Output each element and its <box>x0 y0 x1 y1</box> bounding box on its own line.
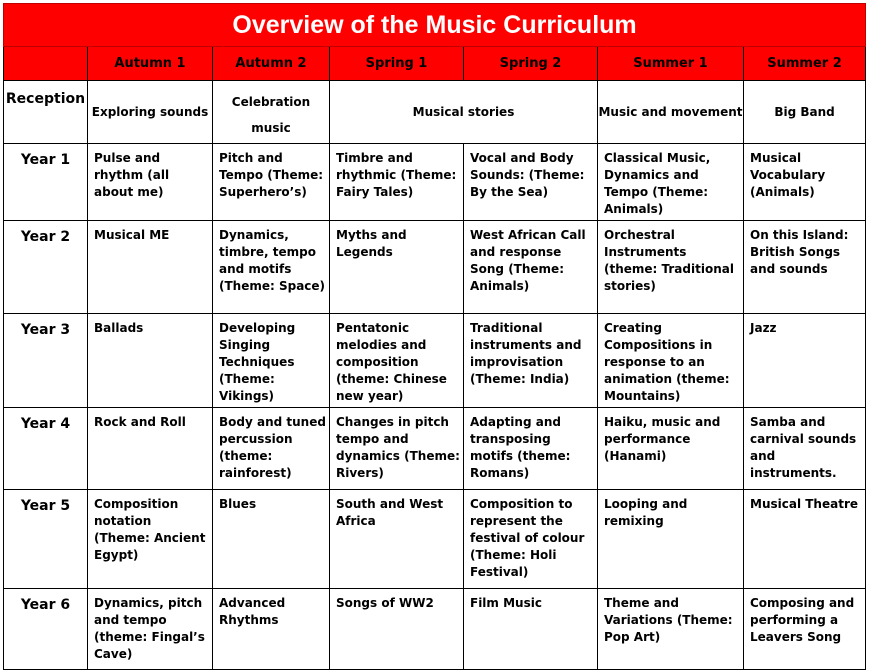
row-year-2 <box>4 221 866 314</box>
table-cell: Timbre and rhythmic (Theme: Fairy Tales) <box>330 144 464 221</box>
header-spring-1: Spring 1 <box>330 47 464 81</box>
table-cell: Classical Music, Dynamics and Tempo (Theme: Animals) <box>598 144 744 221</box>
table-cell: Dynamics, pitch and tempo (theme: Fingal’s Cave) <box>88 589 213 670</box>
header-autumn-2: Autumn 2 <box>213 47 330 81</box>
table-cell: Theme and Variations (Theme: Pop Art) <box>598 589 744 670</box>
celebration-line-2: music <box>251 121 291 135</box>
table-cell: Creating Compositions in response to an animation (theme: Mountains) <box>598 314 744 408</box>
term-header-row <box>4 47 866 81</box>
table-cell: On this Island: British Songs and sounds <box>744 221 866 314</box>
table-cell: Advanced Rhythms <box>213 589 330 670</box>
table-cell: Haiku, music and performance (Hanami) <box>598 408 744 490</box>
row-year-1 <box>4 144 866 221</box>
year-label: Year 1 <box>4 144 88 221</box>
row-year-5 <box>4 490 866 589</box>
table-cell: Musical ME <box>88 221 213 314</box>
header-summer-1: Summer 1 <box>598 47 744 81</box>
table-cell: Looping and remixing <box>598 490 744 589</box>
year-label: Year 2 <box>4 221 88 314</box>
cell-reception-autumn-2 <box>213 81 330 144</box>
year-label: Year 4 <box>4 408 88 490</box>
year-label: Year 6 <box>4 589 88 670</box>
row-year-4 <box>4 408 866 490</box>
table-cell: Jazz <box>744 314 866 408</box>
title-row <box>4 4 866 47</box>
table-cell: Ballads <box>88 314 213 408</box>
table-cell: Composition to represent the festival of colour (Theme: Holi Festival) <box>464 490 598 589</box>
header-corner <box>4 47 88 81</box>
header-summer-2: Summer 2 <box>744 47 866 81</box>
table-cell: Vocal and Body Sounds: (Theme: By the Sea) <box>464 144 598 221</box>
table-cell: Samba and carnival sounds and instruments. <box>744 408 866 490</box>
header-autumn-1: Autumn 1 <box>88 47 213 81</box>
curriculum-table <box>3 3 866 670</box>
table-cell: Changes in pitch tempo and dynamics (Theme: Rivers) <box>330 408 464 490</box>
table-cell: Adapting and transposing motifs (theme: Romans) <box>464 408 598 490</box>
cell-reception-spring: Musical stories <box>330 81 598 144</box>
table-cell: Film Music <box>464 589 598 670</box>
year-label: Year 5 <box>4 490 88 589</box>
table-cell: South and West Africa <box>330 490 464 589</box>
header-spring-2: Spring 2 <box>464 47 598 81</box>
table-cell: Blues <box>213 490 330 589</box>
table-cell: Dynamics, timbre, tempo and motifs (Theme: Space) <box>213 221 330 314</box>
table-cell: Pentatonic melodies and composition (theme: Chinese new year) <box>330 314 464 408</box>
celebration-line-1: Celebration <box>231 95 311 109</box>
table-cell: Composing and performing a Leavers Song <box>744 589 866 670</box>
table-cell: Developing Singing Techniques (Theme: Vikings) <box>213 314 330 408</box>
row-year-6 <box>4 589 866 670</box>
cell-reception-autumn-1: Exploring sounds <box>88 81 213 144</box>
year-label-reception: Reception <box>4 81 88 144</box>
table-cell: Orchestral Instruments (theme: Traditional stories) <box>598 221 744 314</box>
table-cell: Myths and Legends <box>330 221 464 314</box>
row-year-3 <box>4 314 866 408</box>
row-reception <box>4 81 866 144</box>
table-cell: Pitch and Tempo (Theme: Superhero’s) <box>213 144 330 221</box>
cell-reception-summer-1: Music and movement <box>598 81 744 144</box>
curriculum-document <box>3 3 865 670</box>
table-cell: Musical Theatre <box>744 490 866 589</box>
table-cell: West African Call and response Song (Theme: Animals) <box>464 221 598 314</box>
table-cell: Traditional instruments and improvisation (Theme: India) <box>464 314 598 408</box>
table-cell: Body and tuned percussion (theme: rainforest) <box>213 408 330 490</box>
table-cell: Pulse and rhythm (all about me) <box>88 144 213 221</box>
table-cell: Rock and Roll <box>88 408 213 490</box>
page-title: Overview of the Music Curriculum <box>4 4 866 47</box>
cell-reception-summer-2: Big Band <box>744 81 866 144</box>
year-label: Year 3 <box>4 314 88 408</box>
table-cell: Songs of WW2 <box>330 589 464 670</box>
table-cell: Musical Vocabulary (Animals) <box>744 144 866 221</box>
table-cell: Composition notation (Theme: Ancient Egypt) <box>88 490 213 589</box>
